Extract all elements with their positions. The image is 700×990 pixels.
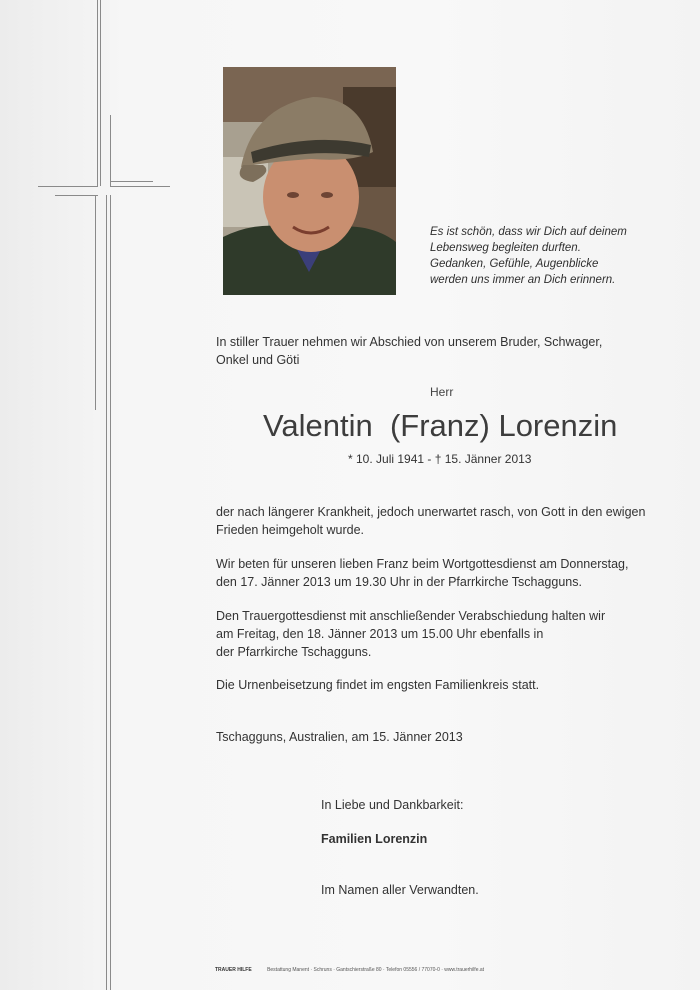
salutation: Herr	[430, 385, 454, 399]
relatives-line: Im Namen aller Verwandten.	[321, 883, 479, 897]
paragraph-illness	[216, 503, 645, 539]
paragraph-line: den 17. Jänner 2013 um 19.30 Uhr in der Pfarrkirche Tschagguns.	[216, 575, 582, 589]
paragraph-urn: Die Urnenbeisetzung findet im engsten Familienkreis statt.	[216, 678, 540, 692]
paragraph-funeral	[216, 607, 605, 661]
footer	[215, 967, 484, 973]
quote-line: Lebensweg begleiten durften.	[430, 242, 581, 254]
portrait-photo	[223, 67, 396, 295]
deceased-name: Valentin (Franz) Lorenzin	[263, 408, 618, 443]
intro-line: Onkel und Göti	[216, 353, 300, 367]
thanks-line: In Liebe und Dankbarkeit:	[321, 798, 464, 812]
footer-info: Bestattung Manent · Schruns · Gantschierstraße 80 · Telefon 05556 / 77070-0 · www.trauerhilfe.at	[267, 967, 485, 973]
paragraph-line: Wir beten für unseren lieben Franz beim Wortgottesdienst am Donnerstag,	[216, 557, 629, 571]
paragraph-prayer	[216, 555, 628, 591]
intro-text	[216, 333, 602, 369]
paragraph-line: Frieden heimgeholt wurde.	[216, 523, 364, 537]
place-date: Tschagguns, Australien, am 15. Jänner 2013	[216, 730, 463, 744]
family-signature: Familien Lorenzin	[321, 832, 428, 846]
quote-line: Gedanken, Gefühle, Augenblicke	[430, 258, 599, 270]
paragraph-line: der nach längerer Krankheit, jedoch unerwartet rasch, von Gott in den ewigen	[216, 505, 646, 519]
paragraph-line: am Freitag, den 18. Jänner 2013 um 15.00 Uhr ebenfalls in	[216, 627, 544, 641]
paragraph-line: der Pfarrkirche Tschagguns.	[216, 645, 372, 659]
life-dates: * 10. Juli 1941 - † 15. Jänner 2013	[348, 452, 532, 466]
intro-line: In stiller Trauer nehmen wir Abschied von unserem Bruder, Schwager,	[216, 335, 603, 349]
footer-brand: TRAUER HILFE	[215, 967, 252, 973]
quote-line: Es ist schön, dass wir Dich auf deinem	[430, 226, 627, 238]
quote-line: werden uns immer an Dich erinnern.	[430, 274, 616, 286]
paragraph-line: Den Trauergottesdienst mit anschließender Verabschiedung halten wir	[216, 609, 606, 623]
memorial-quote	[430, 224, 670, 288]
